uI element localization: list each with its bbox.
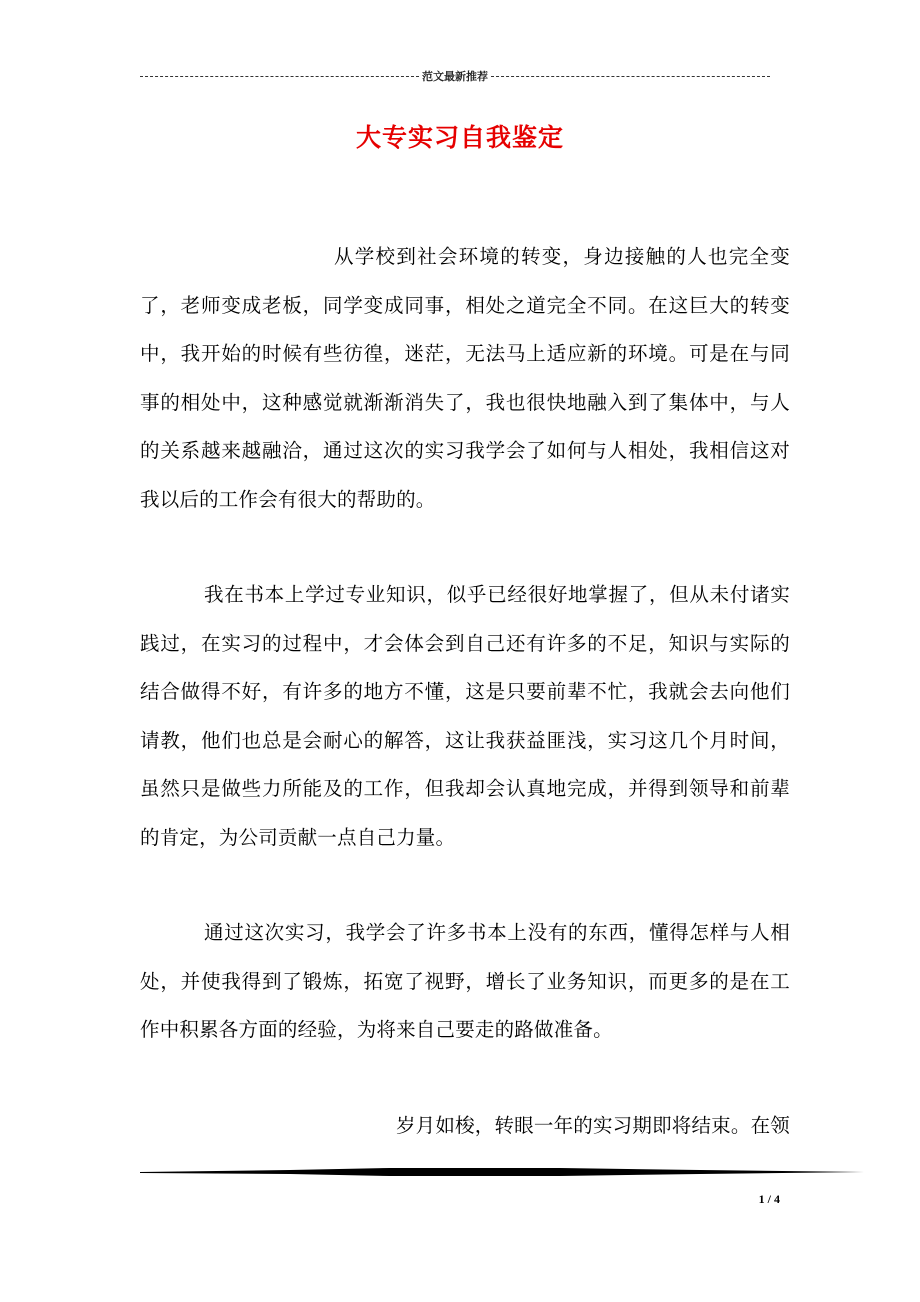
paragraph-2: 我在书本上学过专业知识，似乎已经很好地掌握了，但从未付诸实践过，在实习的过程中，才会体会到自己还有许多的不足，知识与实际的结合做得不好，有许多的地方不懂，这是只要前辈不忙，我就会去向他们请教，他们也总是会耐心的解答，这让我获益匪浅，实习这几个月时间，虽然只是做些力所能及的工作，但我却会认真地完成，并得到领导和前辈的肯定，为公司贡献一点自己力量。 <box>140 583 790 849</box>
header-dash-right <box>491 76 770 77</box>
paragraph-1: 从学校到社会环境的转变，身边接触的人也完全变了，老师变成老板，同学变成同事，相处之道完全不同。在这巨大的转变中，我开始的时候有些彷徨，迷茫，无法马上适应新的环境。可是在与同事的相处中，这种感觉就渐渐消失了，我也很快地融入到了集体中，与人的关系越来越融洽，通过这次的实习我学会了如何与人相处，我相信这对我以后的工作会有很大的帮助的。 <box>140 245 790 511</box>
paragraph-4: 岁月如梭，转眼一年的实习期即将结束。在领 <box>395 1114 790 1137</box>
page-number: 1 / 4 <box>758 1192 780 1206</box>
document-title: 大专实习自我鉴定 <box>355 123 564 152</box>
header-label: 范文最新推荐 <box>422 70 488 83</box>
header-band <box>140 66 770 86</box>
footer-rule <box>140 1166 864 1180</box>
header-dash-left <box>140 76 419 77</box>
paragraph-3: 通过这次实习，我学会了许多书本上没有的东西，懂得怎样与人相处，并使我得到了锻炼，拓宽了视野，增长了业务知识，而更多的是在工作中积累各方面的经验，为将来自己要走的路做准备。 <box>140 921 790 1041</box>
